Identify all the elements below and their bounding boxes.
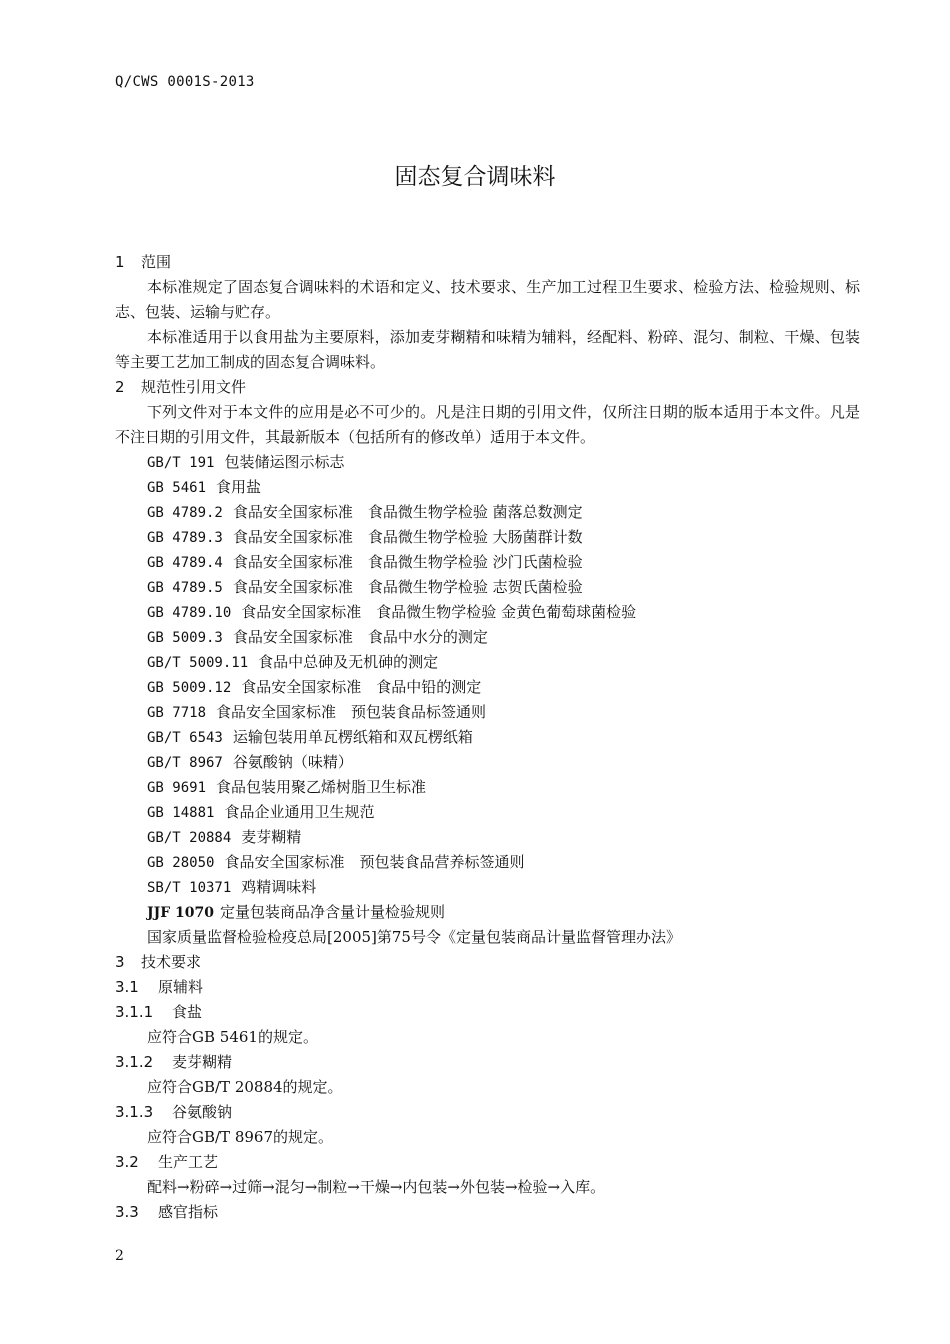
document-title: 固态复合调味料 [394,164,556,190]
reference-title: 国家质量监督检验检疫总局[2005]第75号令《定量包装商品计量监督管理办法》 [147,928,681,946]
section-heading-technical-requirements [115,950,860,975]
reference-item [147,475,860,500]
reference-code: GB 4789.4 [147,555,223,571]
section-heading-maltodextrin [115,1050,860,1075]
section-title: 技术要求 [141,953,202,971]
section-number: 3.1.3 [115,1103,154,1121]
paragraph: 下列文件对于本文件的应用是必不可少的。凡是注日期的引用文件，仅所注日期的版本适用于本文件。凡是不注日期的引用文件，其最新版本（包括所有的修改单）适用于本文件。 [115,403,860,446]
reference-code: GB/T 191 [147,455,215,471]
reference-item [147,525,860,550]
reference-code: GB/T 8967 [147,755,223,771]
reference-title: 食品安全国家标准 食品微生物学检验 志贺氏菌检验 [232,578,583,596]
reference-code: GB/T 5009.11 [147,655,249,671]
section-title: 谷氨酸钠 [172,1103,233,1121]
section-number: 3.1 [115,978,139,996]
reference-title: 食品包装用聚乙烯树脂卫生标准 [216,778,427,796]
reference-title: 食品安全国家标准 食品微生物学检验 大肠菌群计数 [232,528,583,546]
reference-item [147,875,860,900]
reference-title: 食品中总砷及无机砷的测定 [258,653,439,671]
section-title: 范围 [141,253,172,271]
section-title: 生产工艺 [158,1153,219,1171]
reference-item [147,625,860,650]
reference-title: 定量包装商品净含量计量检验规则 [220,903,446,921]
paragraph: 本标准适用于以食用盐为主要原料，添加麦芽糊精和味精为辅料，经配料、粉碎、混匀、制粒、干燥、包装等主要工艺加工制成的固态复合调味料。 [115,328,860,371]
reference-code: GB 9691 [147,780,207,796]
reference-code: JJF 1070 [147,905,215,921]
reference-code: GB/T 6543 [147,730,223,746]
reference-code: GB/T 20884 [147,830,232,846]
clause-text: 应符合GB/T 20884的规定。 [147,1078,343,1096]
section-heading-production-process [115,1150,860,1175]
reference-item [147,575,860,600]
section-number: 2 [115,378,125,396]
section-heading-msg [115,1100,860,1125]
document-code: Q/CWS 0001S-2013 [115,74,255,90]
reference-item [147,775,860,800]
reference-code: GB 4789.5 [147,580,223,596]
reference-item [147,650,860,675]
reference-title: 食品安全国家标准 食品微生物学检验 金黄色葡萄球菌检验 [241,603,637,621]
reference-code: GB 5461 [147,480,207,496]
reference-item [147,750,860,775]
reference-code: GB 5009.12 [147,680,232,696]
reference-code: GB 4789.2 [147,505,223,521]
reference-item [147,675,860,700]
section-title: 原辅料 [158,978,204,996]
reference-title: 麦芽糊精 [241,828,302,846]
reference-title: 食品企业通用卫生规范 [224,803,375,821]
section-title: 感官指标 [158,1203,219,1221]
section-heading-sensory-indicators [115,1200,860,1225]
clause-text: 配料→粉碎→过筛→混匀→制粒→干燥→内包装→外包装→检验→入库。 [147,1178,606,1196]
section-heading-salt [115,1000,860,1025]
reference-title: 鸡精调味料 [241,878,317,896]
reference-item [147,925,860,950]
section-heading-scope [115,250,860,275]
reference-code: SB/T 10371 [147,880,232,896]
clause-text: 应符合GB 5461的规定。 [147,1028,318,1046]
reference-title: 包装储运图示标志 [224,453,345,471]
section-heading-references [115,375,860,400]
reference-item [147,550,860,575]
section-title: 食盐 [172,1003,203,1021]
section-number: 3.1.1 [115,1003,154,1021]
section-number: 3.2 [115,1153,139,1171]
reference-item [147,725,860,750]
reference-item [147,800,860,825]
section-number: 3.1.2 [115,1053,154,1071]
section-title: 麦芽糊精 [172,1053,233,1071]
reference-item [147,850,860,875]
reference-title: 食品安全国家标准 食品中铅的测定 [241,678,482,696]
reference-item [147,500,860,525]
reference-title: 食品安全国家标准 食品微生物学检验 菌落总数测定 [232,503,583,521]
section-number: 3 [115,953,125,971]
reference-title: 谷氨酸钠（味精） [232,753,353,771]
section-number: 1 [115,253,125,271]
document-body [115,250,860,1225]
section-title: 规范性引用文件 [141,378,247,396]
reference-title: 运输包装用单瓦楞纸箱和双瓦楞纸箱 [232,728,473,746]
reference-title: 食品安全国家标准 预包装食品营养标签通则 [224,853,525,871]
reference-item [147,825,860,850]
reference-code: GB 14881 [147,805,215,821]
reference-code: GB 4789.10 [147,605,232,621]
reference-item [147,450,860,475]
reference-title: 食品安全国家标准 预包装食品标签通则 [216,703,487,721]
reference-item [147,700,860,725]
reference-item [147,900,860,925]
reference-title: 食品安全国家标准 食品微生物学检验 沙门氏菌检验 [232,553,583,571]
reference-code: GB 7718 [147,705,207,721]
paragraph: 本标准规定了固态复合调味料的术语和定义、技术要求、生产加工过程卫生要求、检验方法、检验规则、标志、包装、运输与贮存。 [115,278,860,321]
reference-code: GB 28050 [147,855,215,871]
reference-title: 食用盐 [216,478,262,496]
clause-text: 应符合GB/T 8967的规定。 [147,1128,334,1146]
page-number: 2 [115,1248,124,1264]
reference-item [147,600,860,625]
reference-code: GB 4789.3 [147,530,223,546]
reference-code: GB 5009.3 [147,630,223,646]
reference-title: 食品安全国家标准 食品中水分的测定 [232,628,488,646]
section-heading-raw-materials [115,975,860,1000]
section-number: 3.3 [115,1203,139,1221]
